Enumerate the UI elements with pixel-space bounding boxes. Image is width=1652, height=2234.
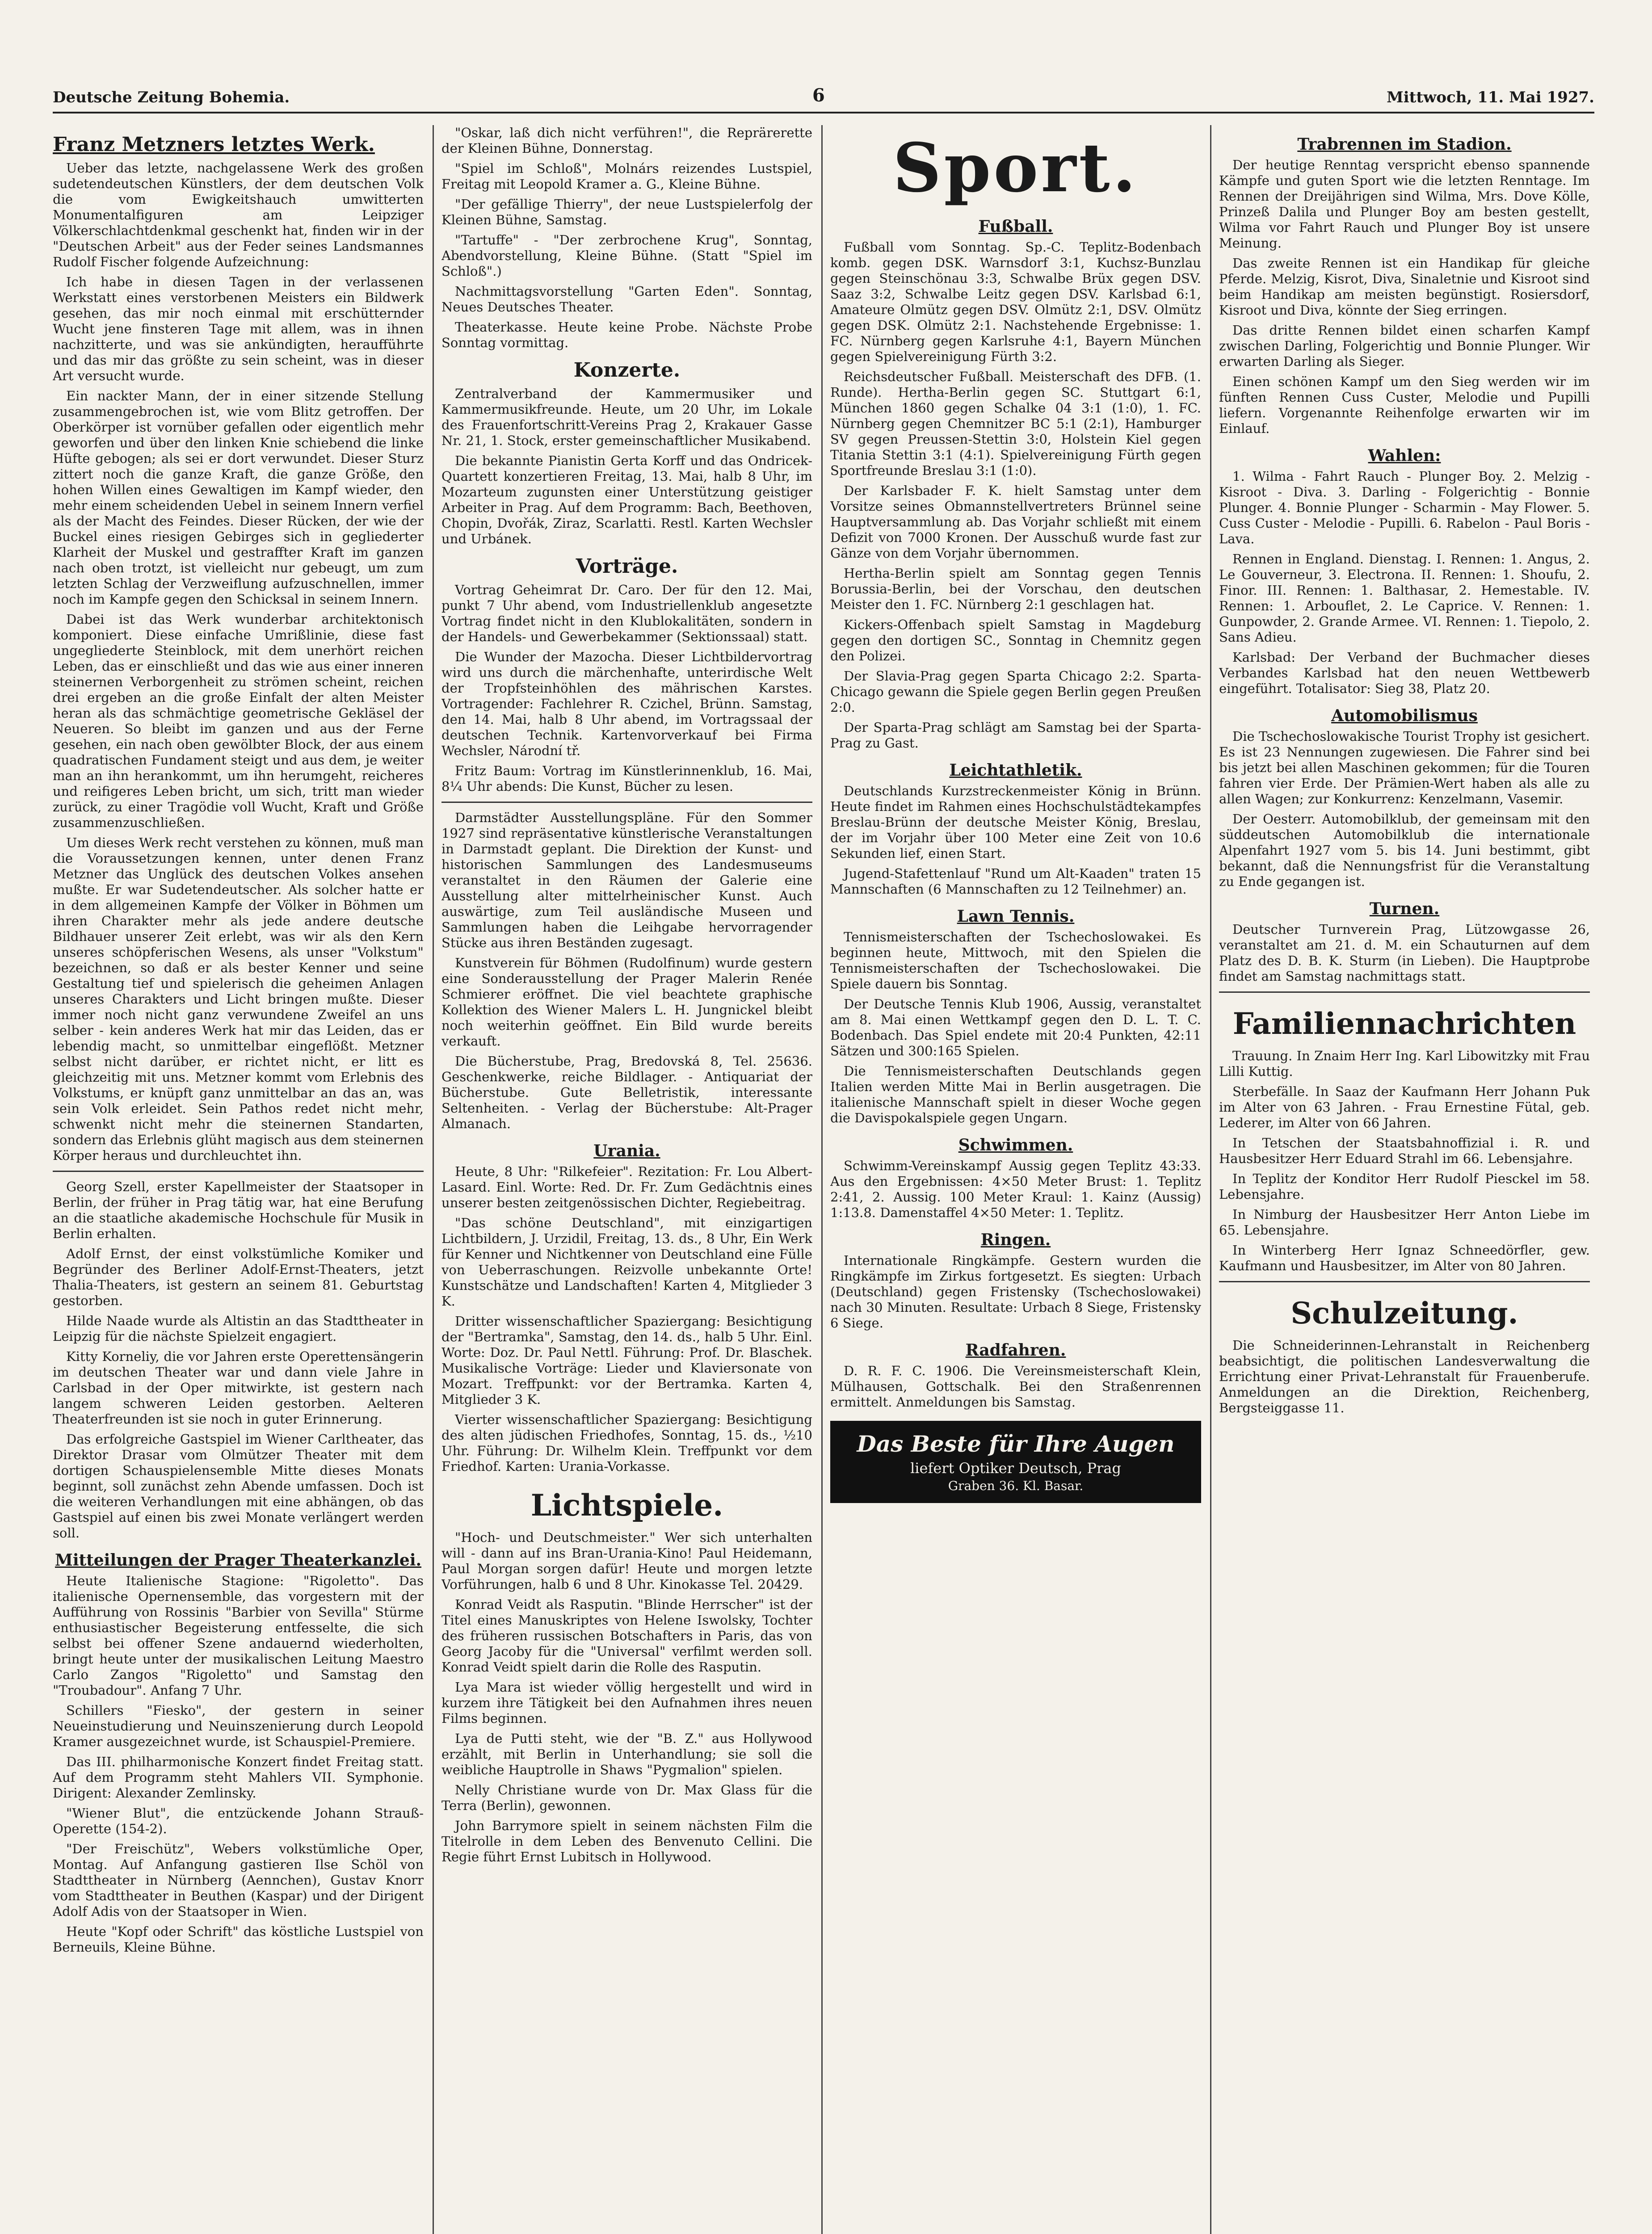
paragraph: Deutschlands Kurzstreckenmeister König in Brünn. Heute findet im Rahmen eines Hochschulstädtekampfes Breslau-Brünn der deutsche Meister König, Breslau, der im Vorjahr über 100 Meter eine Zeit von 10.6 Sekunden lief, einen Start. bbox=[830, 783, 1201, 861]
paragraph: Lya Mara ist wieder völlig hergestellt und wird in kurzem ihre Tätigkeit bei den Aufnahmen ihres neuen Films beginnen. bbox=[441, 1680, 812, 1726]
paragraph: Vierter wissenschaftlicher Spaziergang: Besichtigung des alten jüdischen Friedhofes, Sonntag, 15. ds., ½10 Uhr. Führung: Dr. Wilhelm Klein. Treffpunkt vor dem Friedhof. Karten: Urania-Vorkasse. bbox=[441, 1412, 812, 1474]
paragraph: Nelly Christiane wurde von Dr. Max Glass für die Terra (Berlin), gewonnen. bbox=[441, 1782, 812, 1813]
section-heading-familiennachrichten: Familiennachrichten bbox=[1232, 1006, 1576, 1041]
paragraph: Das III. philharmonische Konzert findet Freitag statt. Auf dem Programm steht Mahlers VII. Symphonie. Dirigent: Alexander Zemlinsky. bbox=[53, 1754, 424, 1801]
optician-advertisement bbox=[830, 1421, 1201, 1503]
paragraph: Heute, 8 Uhr: "Rilkefeier". Rezitation: Fr. Lou Albert-Lasard. Einl. Worte: Red. Dr. Fr. Zum Gedächtnis eines unserer besten zeitgenössischen Dichter, Regiebeitrag. bbox=[441, 1164, 812, 1210]
paragraph: "Das schöne Deutschland", mit einzigartigen Lichtbildern, J. Urzidil, Freitag, 13. ds., 8 Uhr, Ein Werk für Kenner und Nichtkenner von Deutschland eine Fülle von Ueberraschungen. Reizvolle unbekannte Orte! Kunstschätze und Landschaften! Karten 4, Mitglieder 3 K. bbox=[441, 1215, 812, 1309]
paragraph: Konrad Veidt als Rasputin. "Blinde Herrscher" ist der Titel eines Manuskriptes von Helene Iswolsky, Tochter des früheren russischen Botschafters in Paris, das von Georg Jacoby für die "Universal" verfilmt werden soll. Konrad Veidt spielt darin die Rolle des Rasputin. bbox=[441, 1597, 812, 1675]
paragraph: Der Oesterr. Automobilklub, der gemeinsam mit den süddeutschen Automobilklub die internationale Alpenfahrt 1927 vom 5. bis 14. Juni bestimmt, gibt bekannt, daß die Nennungsfrist für die Veranstaltung zu Ende gegangen ist. bbox=[1219, 811, 1590, 889]
section-heading-schulzeitung: Schulzeitung. bbox=[1290, 1296, 1518, 1331]
paragraph: Die Tennismeisterschaften Deutschlands gegen Italien werden Mitte Mai in Berlin ausgetragen. Die italienische Mannschaft spielt in dieser Woche gegen die Davispokalspiele gegen Ungarn. bbox=[830, 1063, 1201, 1125]
section-heading: Mitteilungen der Prager Theaterkanzlei. bbox=[55, 1551, 422, 1570]
subheading-schwimmen: Schwimmen. bbox=[958, 1136, 1073, 1155]
paragraph: Heute "Kopf oder Schrift" das köstliche Lustspiel von Berneuils, Kleine Bühne. bbox=[53, 1924, 424, 1955]
paragraph: Der Deutsche Tennis Klub 1906, Aussig, veranstaltet am 8. Mai einen Wettkampf gegen den D. L. T. C. Bodenbach. Das Spiel endete mit 20:4 Punkten, 42:11 Sätzen und 300:165 Spielen. bbox=[830, 996, 1201, 1058]
paragraph: Sterbefälle. In Saaz der Kaufmann Herr Johann Puk im Alter von 63 Jahren. - Frau Ernestine Fütal, geb. Lederer, im Alter von 66 Jahren. bbox=[1219, 1084, 1590, 1130]
paragraph: Ueber das letzte, nachgelassene Werk des großen sudetendeutschen Künstlers, der dem deutschen Volk die vom Ewigkeitshauch umwitterten Monumentalfiguren am Leipziger Völkerschlachtdenkmal geschenkt hat, finden wir in der "Deutschen Arbeit" aus der Feder seines Landsmannes Rudolf Fischer folgende Aufzeichnung: bbox=[53, 160, 424, 269]
paragraph: Kitty Korneliy, die vor Jahren erste Operettensängerin im deutschen Theater war und dann viele Jahre in Carlsbad in der Oper mitwirkte, ist gestern nach langem schweren Leiden gestorben. Aelteren Theaterfreunden ist sie noch in guter Erinnerung. bbox=[53, 1349, 424, 1427]
paragraph: Zentralverband der Kammermusiker und Kammermusikfreunde. Heute, um 20 Uhr, im Lokale des Frauenfortschritt-Vereins Prag 2, Krakauer Gasse Nr. 21, 1. Stock, erster gemeinschaftlicher Musikabend. bbox=[441, 386, 812, 448]
paragraph: John Barrymore spielt in seinem nächsten Film die Titelrolle in dem Leben des Benvenuto Cellini. Die Regie führt Ernst Lubitsch in Hollywood. bbox=[441, 1818, 812, 1864]
paragraph: Das zweite Rennen ist ein Handikap für gleiche Pferde. Melzig, Kisrot, Diva, Sinaletnie und Kisroot sind beim Handikap am meisten begünstigt. Rosiersdorf, Kisroot und Diva, könnte der Sieg erringen. bbox=[1219, 256, 1590, 318]
paragraph: Rennen in England. Dienstag. I. Rennen: 1. Angus, 2. Le Gouverneur, 3. Electrona. II. Rennen: 1. Shoufu, 2. Finor. III. Rennen: 1. Balthasar, 2. Hemestable. IV. Rennen: 1. Arbouflet, 2. Le Caprice. V. Rennen: 1. Gunpowder, 2. Grande Armee. VI. Rennen: 1. Tiepolo, 2. Sans Adieu. bbox=[1219, 551, 1590, 645]
paragraph: Der Sparta-Prag schlägt am Samstag bei der Sparta-Prag zu Gast. bbox=[830, 720, 1201, 751]
issue-date: Mittwoch, 11. Mai 1927. bbox=[1387, 88, 1594, 106]
paragraph: Die Wunder der Mazocha. Dieser Lichtbildervortrag wird uns durch die märchenhafte, unterirdische Welt der Tropfsteinhöhlen des mährischen Karstes. Vortragender: Fachlehrer R. Czichel, Brünn. Samstag, den 14. Mai, halb 8 Uhr abend, im Vortragssaal der deutschen Technik. Kartenvorverkauf bei Firma Wechsler, Národní tř. bbox=[441, 649, 812, 758]
paragraph: Kunstverein für Böhmen (Rudolfinum) wurde gestern eine Sonderausstellung der Prager Malerin Renée Schmierer eröffnet. Die viel beachtete graphische Kollektion des Wiener Malers L. H. Jungnickel bleibt noch weiterhin geöffnet. Ein Bild wurde bereits verkauft. bbox=[441, 955, 812, 1049]
paragraph: Deutscher Turnverein Prag, Lützowgasse 26, veranstaltet am 21. d. M. ein Schauturnen auf dem Platz des D. B. K. Sturm (in Lieben). Die Hauptprobe findet am Samstag nachmittags statt. bbox=[1219, 922, 1590, 984]
paragraph: "Spiel im Schloß", Molnárs reizendes Lustspiel, Freitag mit Leopold Kramer a. G., Kleine Bühne. bbox=[441, 161, 812, 192]
page-number: 6 bbox=[812, 85, 825, 106]
paragraph: Fritz Baum: Vortrag im Künstlerinnenklub, 16. Mai, 8¼ Uhr abends: Die Kunst, Bücher zu lesen. bbox=[441, 763, 812, 794]
paragraph: Heute Italienische Stagione: "Rigoletto". Das italienische Opernensemble, das vorgestern mit der Aufführung von Rossinis "Barbier von Sevilla" Stürme enthusiastischer Begeisterung entfesselte, die sich selbst bei offener Szene andauernd wiederholten, bringt heute unter der musikalischen Leitung Maestro Carlo Zangos "Rigoletto" und Samstag den "Troubadour". Anfang 7 Uhr. bbox=[53, 1573, 424, 1698]
divider bbox=[1219, 991, 1590, 993]
column-4 bbox=[1219, 125, 1590, 2234]
paragraph: 1. Wilma - Fahrt Rauch - Plunger Boy. 2. Melzig - Kisroot - Diva. 3. Darling - Folgerichtig - Bonnie Plunger. 4. Bonnie Plunger - Scharmin - May Flower. 5. Cuss Custer - Melodie - Pupilli. 6. Rabelon - Paul Boris - Lava. bbox=[1219, 469, 1590, 546]
column-2 bbox=[441, 125, 812, 2234]
column-rule bbox=[433, 125, 434, 2234]
paragraph: In Teplitz der Konditor Herr Rudolf Piesckel im 58. Lebensjahre. bbox=[1219, 1171, 1590, 1202]
divider bbox=[53, 1171, 424, 1172]
paragraph: Adolf Ernst, der einst volkstümliche Komiker und Begründer des Berliner Adolf-Ernst-Theaters, jetzt Thalia-Theaters, ist gestern an seinem 81. Geburtstag gestorben. bbox=[53, 1246, 424, 1308]
subheading-leichtathletik: Leichtathletik. bbox=[949, 761, 1082, 780]
paragraph: Fußball vom Sonntag. Sp.-C. Teplitz-Bodenbach komb. gegen DSK. Warnsdorf 3:1, Kuchsz-Bunzlau gegen Steinschönau 3:3, Schwalbe Brüx gegen DSV. Saaz 3:2, Schwalbe Leitz gegen DSV. Karlsbad 6:1, Amateure Olmütz gegen DSV. Olmütz 2:1, DSV. Olmütz gegen DSK. Olmütz 2:1. Nachstehende Ergebnisse: 1. FC. Nürnberg gegen Karlsruhe 4:1, Bayern München gegen Spielvereinigung Fürth 3:2. bbox=[830, 239, 1201, 364]
section-heading-konzerte: Konzerte. bbox=[573, 359, 681, 382]
paragraph: Der heutige Renntag verspricht ebenso spannende Kämpfe und guten Sport wie die letzten Renntage. Im Rennen der Dreijährigen sind Wilma, Mrs. Dove Kölle, Prinzeß Dalila und Plunger Boy am besten gestellt, Wilma vor Fahrt Rauch und Plunger Boy ist unsere Meinung. bbox=[1219, 157, 1590, 251]
paragraph: Internationale Ringkämpfe. Gestern wurden die Ringkämpfe im Zirkus fortgesetzt. Es siegten: Urbach (Deutschland) gegen Fristensky (Tschechoslowakei) nach 30 Minuten. Resultate: Urbach 8 Siege, Fristensky 6 Siege. bbox=[830, 1253, 1201, 1331]
paragraph: Hertha-Berlin spielt am Sonntag gegen Tennis Borussia-Berlin, bei der Vorschau, den deutschen Meister den 1. FC. Nürnberg 2:1 geschlagen hat. bbox=[830, 566, 1201, 612]
paragraph: Theaterkasse. Heute keine Probe. Nächste Probe Sonntag vormittag. bbox=[441, 319, 812, 350]
subheading-radfahren: Radfahren. bbox=[965, 1341, 1066, 1360]
paragraph: Darmstädter Ausstellungspläne. Für den Sommer 1927 sind repräsentative künstlerische Veranstaltungen in Darmstadt geplant. Die Direktion der Kunst- und historischen Sammlungen des Landesmuseums veranstaltet in den Räumen der Galerie eine Ausstellung alter mittelrheinischer Kunst. Auch auswärtige, zum Teil ausländische Museen und Sammlungen haben die Leihgabe hervorragender Stücke aus ihren Beständen zugesagt. bbox=[441, 810, 812, 950]
ad-company: liefert Optiker Deutsch, Prag bbox=[910, 1460, 1121, 1477]
paragraph: Die Tschechoslowakische Tourist Trophy ist gesichert. Es ist 23 Nennungen zugewiesen. Die Fahrer sind bei bis jetzt bei allen Maschinen gekommen; für die Touren fahren vier Erde. Der Prämien-Wert haben als alle zu allen Wagen; zur Konkurrenz: Kenzelmann, Vasemir. bbox=[1219, 729, 1590, 806]
paragraph: Der Slavia-Prag gegen Sparta Chicago 2:2. Sparta-Chicago gewann die Spiele gegen Berlin gegen Preußen 2:0. bbox=[830, 668, 1201, 715]
section-heading-urania: Urania. bbox=[593, 1142, 660, 1160]
paragraph: Kickers-Offenbach spielt Samstag in Magdeburg gegen den dortigen SC., Sonntag in Chemnitz gegen den Polizei. bbox=[830, 617, 1201, 663]
section-heading-trabrennen: Trabrennen im Stadion. bbox=[1297, 135, 1512, 154]
paragraph: "Der Freischütz", Webers volkstümliche Oper, Montag. Auf Anfangung gastieren Ilse Schöl von Stadttheater in Nürnberg (Aennchen), Gustav Knorr vom Stadttheater in Beuthen (Kaspar) und der Dirigent Adolf Adis von der Staatsoper in Wien. bbox=[53, 1841, 424, 1919]
paragraph: Um dieses Werk recht verstehen zu können, muß man die Voraussetzungen kennen, unter denen Franz Metzner das Unglück des deutschen Volkes ansehen mußte. Er war Sudetendeutscher. Als solcher hatte er in dem allgemeinen Kampfe der Völker in Böhmen um ihren Charakter mehr als jede andere deutsche Bildhauer unserer Zeit erlebt, was wir als den Kern unseres schöpferischen Wesens, als unser "Volkstum" bezeichnen, so daß er als bester Kenner und seine Gestaltung tief und spielerisch die geheimen Anlagen unseres Charakters und Licht bringen mußte. Dieser immer noch nicht ganz verwundene Zweifel an uns selber - kein anderes Werk hat mir das Leiden, das er lebendig macht, so unmittelbar eingeflößt. Metzner selbst nicht darüber, er richtet nicht, er litt es gleichzeitig mit uns. Metzner kommt vom Erlebnis des Volkstums, er knüpft ganz unmittelbar an das an, was sein Volk erleidet. Sein Pathos redet nicht mehr, schwenkt nicht mehr die steinernen Standarten, sondern das Erlebnis glüht magisch aus dem steinernen Körper heraus und durchleuchtet ihn. bbox=[53, 835, 424, 1163]
subheading-ringen: Ringen. bbox=[980, 1230, 1051, 1249]
column-1 bbox=[53, 125, 424, 2234]
ad-address: Graben 36. Kl. Basar. bbox=[948, 1478, 1084, 1493]
paragraph: Schwimm-Vereinskampf Aussig gegen Teplitz 43:33. Aus den Ergebnissen: 4×50 Meter Brust: 1. Teplitz 2:41, 2. Aussig. 100 Meter Kraul: 1. Kainz (Aussig) 1:13.8. Damenstaffel 4×50 Meter: 1. Teplitz. bbox=[830, 1158, 1201, 1220]
paragraph: Tennismeisterschaften der Tschechoslowakei. Es beginnen heute, Mittwoch, mit den Spielen die Tennismeisterschaften der Tschechoslowakei. Die Spiele dauern bis Sonntag. bbox=[830, 929, 1201, 991]
subheading-wahlen: Wahlen: bbox=[1368, 446, 1441, 465]
paragraph: Karlsbad: Der Verband der Buchmacher dieses Verbandes Karlsbad hat den neuen Wettbewerb eingeführt. Totalisator: Sieg 38, Platz 20. bbox=[1219, 650, 1590, 696]
paragraph: "Oskar, laß dich nicht verführen!", die Reprärerette der Kleinen Bühne, Donnerstag. bbox=[441, 125, 812, 156]
paragraph: Ich habe in diesen Tagen in der verlassenen Werkstatt eines verstorbenen Meisters ein Bildwerk gesehen, das mir noch einmal mit erschütternder Wucht jene finsteren Tage mit allem, was in ihnen nachzitterte, und was sie ankündigten, heraufführte und das mir das größte zu sein scheint, was in dieser Art versucht wurde. bbox=[53, 274, 424, 383]
subheading-tennis: Lawn Tennis. bbox=[957, 907, 1075, 926]
paragraph: In Winterberg Herr Ignaz Schneedörfler, gew. Kaufmann und Hausbesitzer, im Alter von 80 Jahren. bbox=[1219, 1243, 1590, 1273]
newspaper-name: Deutsche Zeitung Bohemia. bbox=[53, 88, 290, 106]
paragraph: "Tartuffe" - "Der zerbrochene Krug", Sonntag, Abendvorstellung, Kleine Bühne. (Statt "Spiel im Schloß".) bbox=[441, 232, 812, 279]
divider bbox=[1219, 1281, 1590, 1282]
paragraph: D. R. F. C. 1906. Die Vereinsmeisterschaft Klein, Mülhausen, Gottschalk. Bei den Straßenrennen ermittelt. Anmeldungen bis Samstag. bbox=[830, 1363, 1201, 1410]
section-heading-automobilismus: Automobilismus bbox=[1331, 706, 1478, 725]
paragraph: Die Bücherstube, Prag, Bredovská 8, Tel. 25636. Geschenkwerke, reiche Bildlager. - Antiquariat der Bücherstube. Gute Belletristik, interessante Seltenheiten. - Verlag der Bücherstube: Alt-Prager Almanach. bbox=[441, 1054, 812, 1131]
paragraph: Das dritte Rennen bildet einen scharfen Kampf zwischen Darling, Folgerichtig und Bonnie Plunger. Wir erwarten Darling als Sieger. bbox=[1219, 323, 1590, 369]
column-3 bbox=[830, 125, 1201, 2234]
section-heading-turnen: Turnen. bbox=[1369, 899, 1440, 918]
column-rule bbox=[821, 125, 823, 2234]
paragraph: Jugend-Stafettenlauf "Rund um Alt-Kaaden" traten 15 Mannschaften (6 Mannschaften zu 12 Teilnehmer) an. bbox=[830, 866, 1201, 897]
paragraph: Der Karlsbader F. K. hielt Samstag unter dem Vorsitze seines Obmannstellvertreters Brünnel seine Hauptversammlung ab. Das Vorjahr schließt mit einem Defizit von 7000 Kronen. Der Ausschuß wurde fast zur Gänze von dem Vorjahr übernommen. bbox=[830, 483, 1201, 561]
paragraph: Lya de Putti steht, wie der "B. Z." aus Hollywood erzählt, mit Berlin in Unterhandlung; sie soll die weibliche Hauptrolle in Shaws "Pygmalion" spielen. bbox=[441, 1731, 812, 1777]
paragraph: Georg Szell, erster Kapellmeister der Staatsoper in Berlin, der früher in Prag tätig war, hat eine Berufung an die staatliche akademische Hochschule für Musik in Berlin erhalten. bbox=[53, 1179, 424, 1241]
paragraph: "Der gefällige Thierry", der neue Lustspielerfolg der Kleinen Bühne, Samstag. bbox=[441, 197, 812, 227]
divider bbox=[441, 802, 812, 803]
paragraph: "Wiener Blut", die entzückende Johann Strauß-Operette (154-2). bbox=[53, 1806, 424, 1836]
paragraph: "Hoch- und Deutschmeister." Wer sich unterhalten will - dann auf ins Bran-Urania-Kino! Paul Heidemann, Paul Morgan sorgen dafür! Heute und morgen letzte Vorführungen, halb 6 und 8 Uhr. Kinokasse Tel. 20429. bbox=[441, 1530, 812, 1592]
paragraph: Reichsdeutscher Fußball. Meisterschaft des DFB. (1. Runde). Hertha-Berlin gegen SC. Stuttgart 6:1, München 1860 gegen Schalke 04 3:1 (1:0), 1. FC. Nürnberg gegen Chemnitzer BC 5:1 (2:1), Hamburger SV gegen Preussen-Stettin 3:0, Holstein Kiel gegen Titania Stettin 3:1 (4:1). Spielvereinigung Fürth gegen Sportfreunde Breslau 3:1 (1:0). bbox=[830, 369, 1201, 478]
section-heading-lichtspiele: Lichtspiele. bbox=[530, 1488, 723, 1523]
newspaper-page bbox=[53, 85, 1594, 2234]
paragraph: Die bekannte Pianistin Gerta Korff und das Ondricek-Quartett konzertieren Freitag, 13. Mai, halb 8 Uhr, im Mozarteum zugunsten einer Unterstützung geistiger Arbeiter in Prag. Auf dem Programm: Bach, Beethoven, Chopin, Dvořák, Ziraz, Scarlatti. Restl. Karten Wechsler und Urbánek. bbox=[441, 453, 812, 546]
paragraph: Trauung. In Znaim Herr Ing. Karl Libowitzky mit Frau Lilli Kuttig. bbox=[1219, 1048, 1590, 1079]
section-heading-vortraege: Vorträge. bbox=[576, 555, 678, 578]
paragraph: Die Schneiderinnen-Lehranstalt in Reichenberg beabsichtigt, die politischen Landesverwaltung die Errichtung einer Privat-Lehranstalt für Frauenberufe. Anmeldungen an die Direktion, Reichenberg, Bergsteiggasse 11. bbox=[1219, 1338, 1590, 1415]
paragraph: Dritter wissenschaftlicher Spaziergang: Besichtigung der "Bertramka", Samstag, den 14. ds., halb 5 Uhr. Einl. Worte: Doz. Dr. Paul Nettl. Führung: Prof. Dr. Blaschek. Musikalische Vorträge: Lieder und Klaviersonate von Mozart. Treffpunkt: vor der Bertramka. Karten 4, Mitglieder 3 K. bbox=[441, 1314, 812, 1407]
paragraph: Das erfolgreiche Gastspiel im Wiener Carltheater, das Direktor Drasar vom Olmützer Theater mit dem dortigen Schauspielensemble Mitte dieses Monats beginnt, soll zunächst zehn Abende umfassen. Doch ist die weiteren Verhandlungen mit eine abhängen, ob das Gastspiel auf einen bis zwei Monate verlängert werden soll. bbox=[53, 1432, 424, 1541]
paragraph: Hilde Naade wurde als Altistin an das Stadttheater in Leipzig für die nächste Spielzeit engagiert. bbox=[53, 1313, 424, 1344]
paragraph: Nachmittagsvorstellung "Garten Eden". Sonntag, Neues Deutsches Theater. bbox=[441, 284, 812, 315]
page-header bbox=[53, 85, 1594, 113]
article-title: Franz Metzners letztes Werk. bbox=[53, 133, 375, 156]
paragraph: Einen schönen Kampf um den Sieg werden wir im fünften Rennen Cuss Custer, Melodie und Pupilli liefern. Vorgenannte Reihenfolge erwarten wir im Einlauf. bbox=[1219, 374, 1590, 436]
paragraph: In Tetschen der Staatsbahnoffizial i. R. und Hausbesitzer Herr Eduard Strahl im 66. Lebensjahre. bbox=[1219, 1135, 1590, 1166]
section-heading-sport: Sport. bbox=[893, 129, 1139, 207]
paragraph: Vortrag Geheimrat Dr. Caro. Der für den 12. Mai, punkt 7 Uhr abend, vom Industriellenklub angesetzte Vortrag findet nicht in den Klublokalitäten, sondern in der Handels- und Gewerbekammer (Sektionssaal) statt. bbox=[441, 582, 812, 644]
subheading-fussball: Fußball. bbox=[978, 217, 1053, 236]
paragraph: Schillers "Fiesko", der gestern in seiner Neueinstudierung und Neuinszenierung durch Leopold Kramer ausgezeichnet wurde, ist Schauspiel-Premiere. bbox=[53, 1703, 424, 1749]
ad-headline: Das Beste für Ihre Augen bbox=[857, 1431, 1175, 1457]
paragraph: Dabei ist das Werk wunderbar architektonisch komponiert. Diese einfache Umrißlinie, diese fast ungegliederte Steinblock, mit dem unerhört reichen Leben, das er einschließt und das wie aus einer inneren steinernen Verborgenheit zu strömen scheint, reichen drei ergeben an die große Einfalt der alten Meister heran als das schmächtige geometrische Gekläsel der Neueren. So bleibt im ganzen und aus der Ferne gesehen, ein nach oben gewölbter Block, der aus einem quadratischen Fundament steigt und aus dem, je weiter man an ihn herankommt, um ihn herumgeht, reicheres und reifigeres Leben bricht, um sich, tritt man wieder zurück, zu einer Tragödie voll Wucht, Kraft und Größe zusammenzuschließen. bbox=[53, 612, 424, 830]
column-rule bbox=[1210, 125, 1211, 2234]
paragraph: Ein nackter Mann, der in einer sitzende Stellung zusammengebrochen ist, wie vom Blitz getroffen. Der Oberkörper ist vornüber gefallen oder eigentlich mehr geworfen und über den linken Knie schiebend die linke Hüfte gebogen; als sei er dort verwundet. Dieser Sturz zittert noch die ganze Kraft, die ganze Größe, den hohen Willen eines Gewaltigen im Kampf wieder, den mehr einem scheidenden Uebel in seinem Innern verfiel als der Macht des Feindes. Dieser Rücken, der wie der Buckel eines riesigen Gebirges sich in gegliederter Klarheit der Muskel und gestraffter Kraft im ganzen nach oben trotzt, ist vielleicht nur gebeugt, um zum letzten Schlag der Verzweiflung aufzuschnellen, immer noch im Kampfe gegen den Schicksal in seinem Innern. bbox=[53, 388, 424, 607]
paragraph: In Nimburg der Hausbesitzer Herr Anton Liebe im 65. Lebensjahre. bbox=[1219, 1207, 1590, 1238]
